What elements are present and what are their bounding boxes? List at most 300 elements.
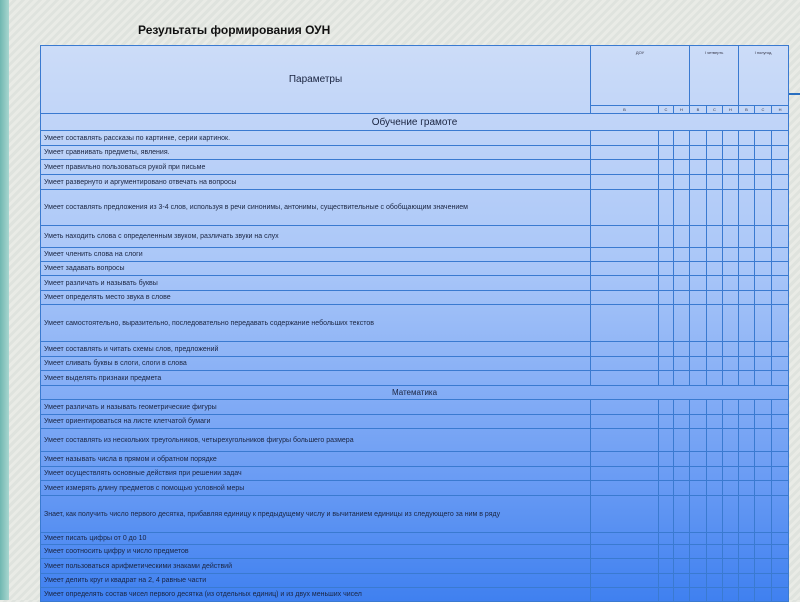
score-cell[interactable] xyxy=(772,175,789,190)
table-row xyxy=(41,357,789,371)
score-cell[interactable] xyxy=(739,496,755,533)
score-cell[interactable] xyxy=(707,496,723,533)
score-cell[interactable] xyxy=(739,342,755,357)
score-cell[interactable] xyxy=(755,131,772,146)
score-cell[interactable] xyxy=(674,357,690,371)
score-cell[interactable] xyxy=(723,131,739,146)
score-cell[interactable] xyxy=(707,190,723,226)
score-cell[interactable] xyxy=(739,175,755,190)
score-cell[interactable] xyxy=(591,248,659,262)
score-cell[interactable] xyxy=(723,226,739,248)
group-header: ДОУ xyxy=(591,46,690,106)
score-cell[interactable] xyxy=(591,131,659,146)
score-cell[interactable] xyxy=(690,481,707,496)
score-cell[interactable] xyxy=(772,533,789,545)
score-cell[interactable] xyxy=(659,305,674,342)
score-cell[interactable] xyxy=(674,588,690,602)
score-cell[interactable] xyxy=(674,262,690,276)
score-cell[interactable] xyxy=(707,429,723,452)
score-cell[interactable] xyxy=(772,400,789,415)
score-cell[interactable] xyxy=(690,291,707,305)
score-cell[interactable] xyxy=(690,146,707,160)
score-cell[interactable] xyxy=(755,190,772,226)
score-cell[interactable] xyxy=(772,559,789,574)
table-row xyxy=(41,588,789,602)
skill-label: Умеет составлять из нескольких треугольников, четырехугольников фигуры большего размера xyxy=(41,429,591,452)
score-cell[interactable] xyxy=(674,481,690,496)
score-cell[interactable] xyxy=(723,496,739,533)
score-cell[interactable] xyxy=(674,574,690,588)
score-cell[interactable] xyxy=(707,276,723,291)
score-cell[interactable] xyxy=(772,131,789,146)
score-cell[interactable] xyxy=(659,371,674,386)
table-row xyxy=(41,415,789,429)
table-row xyxy=(41,533,789,545)
score-cell[interactable] xyxy=(591,400,659,415)
table-row xyxy=(41,400,789,415)
skill-label: Умеет писать цифры от 0 до 10 xyxy=(41,533,591,545)
score-cell[interactable] xyxy=(739,574,755,588)
score-cell[interactable] xyxy=(690,175,707,190)
score-cell[interactable] xyxy=(739,305,755,342)
score-cell[interactable] xyxy=(707,545,723,559)
score-cell[interactable] xyxy=(591,452,659,467)
score-cell[interactable] xyxy=(707,574,723,588)
score-cell[interactable] xyxy=(591,262,659,276)
score-cell[interactable] xyxy=(690,429,707,452)
score-cell[interactable] xyxy=(591,559,659,574)
skill-label: Умеет соотносить цифру и число предметов xyxy=(41,545,591,559)
table-row xyxy=(41,559,789,574)
score-cell[interactable] xyxy=(739,452,755,467)
score-cell[interactable] xyxy=(772,342,789,357)
score-cell[interactable] xyxy=(674,559,690,574)
score-cell[interactable] xyxy=(772,226,789,248)
score-cell[interactable] xyxy=(707,342,723,357)
table-row xyxy=(41,305,789,342)
section-title: Математика xyxy=(41,386,789,400)
score-cell[interactable] xyxy=(739,276,755,291)
score-cell[interactable] xyxy=(707,226,723,248)
score-cell[interactable] xyxy=(659,342,674,357)
score-cell[interactable] xyxy=(707,291,723,305)
score-cell[interactable] xyxy=(659,452,674,467)
skill-label: Умеет правильно пользоваться рукой при письме xyxy=(41,160,591,175)
score-cell[interactable] xyxy=(723,429,739,452)
score-cell[interactable] xyxy=(659,533,674,545)
score-cell[interactable] xyxy=(723,175,739,190)
skill-label: Умеет измерять длину предметов с помощью условной меры xyxy=(41,481,591,496)
score-cell[interactable] xyxy=(674,452,690,467)
skill-label: Уметь находить слова с определенным звуком, различать звуки на слух xyxy=(41,226,591,248)
score-cell[interactable] xyxy=(674,226,690,248)
score-cell[interactable] xyxy=(755,305,772,342)
score-cell[interactable] xyxy=(755,226,772,248)
skill-label: Умеет задавать вопросы xyxy=(41,262,591,276)
score-cell[interactable] xyxy=(723,533,739,545)
score-cell[interactable] xyxy=(690,467,707,481)
score-cell[interactable] xyxy=(674,533,690,545)
skill-label: Умеет составлять и читать схемы слов, предложений xyxy=(41,342,591,357)
score-cell[interactable] xyxy=(591,429,659,452)
score-cell[interactable] xyxy=(674,342,690,357)
score-cell[interactable] xyxy=(674,146,690,160)
score-cell[interactable] xyxy=(690,545,707,559)
score-cell[interactable] xyxy=(591,226,659,248)
score-cell[interactable] xyxy=(772,452,789,467)
score-cell[interactable] xyxy=(707,357,723,371)
skill-label: Знает, как получить число первого десятка, прибавляя единицу к предыдущему числу и вычитанием единицы из следующего за ним в ряду xyxy=(41,496,591,533)
score-cell[interactable] xyxy=(755,160,772,175)
score-cell[interactable] xyxy=(690,559,707,574)
score-cell[interactable] xyxy=(772,291,789,305)
score-cell[interactable] xyxy=(739,400,755,415)
score-cell[interactable] xyxy=(659,574,674,588)
score-cell[interactable] xyxy=(772,496,789,533)
score-cell[interactable] xyxy=(674,496,690,533)
score-cell[interactable] xyxy=(707,371,723,386)
score-cell[interactable] xyxy=(591,496,659,533)
score-cell[interactable] xyxy=(755,371,772,386)
score-cell[interactable] xyxy=(707,533,723,545)
level-header: С xyxy=(755,106,772,114)
score-cell[interactable] xyxy=(755,533,772,545)
score-cell[interactable] xyxy=(659,276,674,291)
score-cell[interactable] xyxy=(723,342,739,357)
table-row xyxy=(41,452,789,467)
score-cell[interactable] xyxy=(755,342,772,357)
score-cell[interactable] xyxy=(707,262,723,276)
table-row xyxy=(41,467,789,481)
score-cell[interactable] xyxy=(690,574,707,588)
table-row xyxy=(41,175,789,190)
score-cell[interactable] xyxy=(659,481,674,496)
score-cell[interactable] xyxy=(755,574,772,588)
skill-label: Умеет осуществлять основные действия при решении задач xyxy=(41,467,591,481)
score-cell[interactable] xyxy=(659,248,674,262)
score-cell[interactable] xyxy=(739,262,755,276)
level-header: В xyxy=(739,106,755,114)
level-header: Н xyxy=(772,106,789,114)
table-row xyxy=(41,429,789,452)
score-cell[interactable] xyxy=(739,415,755,429)
skill-label: Умеет сравнивать предметы, явления. xyxy=(41,146,591,160)
score-cell[interactable] xyxy=(690,400,707,415)
table-row xyxy=(41,131,789,146)
score-cell[interactable] xyxy=(755,262,772,276)
skill-label: Умеет сливать буквы в слоги, слоги в слова xyxy=(41,357,591,371)
score-cell[interactable] xyxy=(755,415,772,429)
score-cell[interactable] xyxy=(739,226,755,248)
score-cell[interactable] xyxy=(591,545,659,559)
score-cell[interactable] xyxy=(674,160,690,175)
score-cell[interactable] xyxy=(707,415,723,429)
score-cell[interactable] xyxy=(739,291,755,305)
score-cell[interactable] xyxy=(659,190,674,226)
score-cell[interactable] xyxy=(659,291,674,305)
level-header: Н xyxy=(723,106,739,114)
score-cell[interactable] xyxy=(674,190,690,226)
score-cell[interactable] xyxy=(723,291,739,305)
score-cell[interactable] xyxy=(591,146,659,160)
score-cell[interactable] xyxy=(591,574,659,588)
score-cell[interactable] xyxy=(723,160,739,175)
score-cell[interactable] xyxy=(723,371,739,386)
score-cell[interactable] xyxy=(723,588,739,602)
score-cell[interactable] xyxy=(723,559,739,574)
score-cell[interactable] xyxy=(772,467,789,481)
score-cell[interactable] xyxy=(755,291,772,305)
score-cell[interactable] xyxy=(772,146,789,160)
score-cell[interactable] xyxy=(690,533,707,545)
score-cell[interactable] xyxy=(723,248,739,262)
score-cell[interactable] xyxy=(659,415,674,429)
score-cell[interactable] xyxy=(739,467,755,481)
table-row xyxy=(41,545,789,559)
score-cell[interactable] xyxy=(591,415,659,429)
score-cell[interactable] xyxy=(690,305,707,342)
group-header: I четверть xyxy=(690,46,739,106)
score-cell[interactable] xyxy=(690,248,707,262)
score-cell[interactable] xyxy=(739,190,755,226)
score-cell[interactable] xyxy=(674,415,690,429)
score-cell[interactable] xyxy=(755,496,772,533)
level-header: С xyxy=(659,106,674,114)
score-cell[interactable] xyxy=(707,305,723,342)
score-cell[interactable] xyxy=(674,305,690,342)
score-cell[interactable] xyxy=(591,371,659,386)
skill-label: Умеет определять состав чисел первого десятка (из отдельных единиц) и из двух меньших чисел xyxy=(41,588,591,602)
table-row xyxy=(41,146,789,160)
score-cell[interactable] xyxy=(755,248,772,262)
score-cell[interactable] xyxy=(591,276,659,291)
score-cell[interactable] xyxy=(772,574,789,588)
skill-label: Умеет делить круг и квадрат на 2, 4 равные части xyxy=(41,574,591,588)
score-cell[interactable] xyxy=(755,481,772,496)
score-cell[interactable] xyxy=(755,276,772,291)
score-cell[interactable] xyxy=(591,342,659,357)
score-cell[interactable] xyxy=(723,545,739,559)
score-cell[interactable] xyxy=(591,190,659,226)
score-cell[interactable] xyxy=(659,559,674,574)
level-header: С xyxy=(707,106,723,114)
score-cell[interactable] xyxy=(674,545,690,559)
score-cell[interactable] xyxy=(755,588,772,602)
score-cell[interactable] xyxy=(690,226,707,248)
score-cell[interactable] xyxy=(739,545,755,559)
score-cell[interactable] xyxy=(723,400,739,415)
score-cell[interactable] xyxy=(707,160,723,175)
score-cell[interactable] xyxy=(591,481,659,496)
params-header: Параметры xyxy=(41,46,591,114)
score-cell[interactable] xyxy=(690,160,707,175)
score-cell[interactable] xyxy=(755,146,772,160)
score-cell[interactable] xyxy=(659,226,674,248)
score-cell[interactable] xyxy=(755,357,772,371)
score-cell[interactable] xyxy=(674,248,690,262)
score-cell[interactable] xyxy=(690,342,707,357)
score-cell[interactable] xyxy=(659,429,674,452)
skill-label: Умеет самостоятельно, выразительно, последовательно передавать содержание небольших текстов xyxy=(41,305,591,342)
table-row xyxy=(41,371,789,386)
score-cell[interactable] xyxy=(772,588,789,602)
score-cell[interactable] xyxy=(723,357,739,371)
score-cell[interactable] xyxy=(739,559,755,574)
score-cell[interactable] xyxy=(659,131,674,146)
score-cell[interactable] xyxy=(659,262,674,276)
table-row xyxy=(41,481,789,496)
table-row xyxy=(41,262,789,276)
score-cell[interactable] xyxy=(755,545,772,559)
score-cell[interactable] xyxy=(739,357,755,371)
score-cell[interactable] xyxy=(674,429,690,452)
score-cell[interactable] xyxy=(659,467,674,481)
skill-label: Умеет выделять признаки предмета xyxy=(41,371,591,386)
score-cell[interactable] xyxy=(659,545,674,559)
score-cell[interactable] xyxy=(772,276,789,291)
score-cell[interactable] xyxy=(674,276,690,291)
score-cell[interactable] xyxy=(674,291,690,305)
score-cell[interactable] xyxy=(772,160,789,175)
score-cell[interactable] xyxy=(772,262,789,276)
score-cell[interactable] xyxy=(707,588,723,602)
score-cell[interactable] xyxy=(690,357,707,371)
left-accent-bar xyxy=(0,0,9,600)
score-cell[interactable] xyxy=(755,400,772,415)
score-cell[interactable] xyxy=(739,481,755,496)
score-cell[interactable] xyxy=(739,160,755,175)
score-cell[interactable] xyxy=(707,175,723,190)
score-cell[interactable] xyxy=(755,467,772,481)
score-cell[interactable] xyxy=(674,467,690,481)
score-cell[interactable] xyxy=(591,291,659,305)
score-cell[interactable] xyxy=(674,131,690,146)
score-cell[interactable] xyxy=(739,533,755,545)
score-cell[interactable] xyxy=(772,357,789,371)
score-cell[interactable] xyxy=(723,190,739,226)
score-cell[interactable] xyxy=(707,400,723,415)
skill-label: Умеет называть числа в прямом и обратном порядке xyxy=(41,452,591,467)
score-cell[interactable] xyxy=(674,175,690,190)
skill-label: Умеет различать и называть геометрические фигуры xyxy=(41,400,591,415)
score-cell[interactable] xyxy=(755,559,772,574)
skill-label: Умеет членить слова на слоги xyxy=(41,248,591,262)
score-cell[interactable] xyxy=(739,131,755,146)
score-cell[interactable] xyxy=(723,146,739,160)
table-row xyxy=(41,496,789,533)
skill-label: Умеет составлять предложения из 3-4 слов, используя в речи синонимы, антонимы, существительные с обобщающим значением xyxy=(41,190,591,226)
score-cell[interactable] xyxy=(591,357,659,371)
score-cell[interactable] xyxy=(772,545,789,559)
score-cell[interactable] xyxy=(690,415,707,429)
score-cell[interactable] xyxy=(591,467,659,481)
score-cell[interactable] xyxy=(772,429,789,452)
skill-label: Умеет развернуто и аргументировано отвечать на вопросы xyxy=(41,175,591,190)
score-cell[interactable] xyxy=(707,131,723,146)
score-cell[interactable] xyxy=(690,262,707,276)
score-cell[interactable] xyxy=(659,588,674,602)
score-cell[interactable] xyxy=(723,276,739,291)
score-cell[interactable] xyxy=(659,357,674,371)
score-cell[interactable] xyxy=(659,175,674,190)
score-cell[interactable] xyxy=(707,559,723,574)
table-row xyxy=(41,276,789,291)
score-cell[interactable] xyxy=(772,248,789,262)
skill-label: Умеет пользоваться арифметическими знаками действий xyxy=(41,559,591,574)
score-cell[interactable] xyxy=(723,305,739,342)
score-cell[interactable] xyxy=(739,146,755,160)
score-cell[interactable] xyxy=(707,248,723,262)
score-cell[interactable] xyxy=(723,467,739,481)
page-title: Результаты формирования ОУН xyxy=(138,23,331,37)
score-cell[interactable] xyxy=(772,190,789,226)
score-cell[interactable] xyxy=(690,588,707,602)
score-cell[interactable] xyxy=(723,481,739,496)
score-cell[interactable] xyxy=(707,452,723,467)
score-cell[interactable] xyxy=(755,452,772,467)
score-cell[interactable] xyxy=(755,429,772,452)
score-cell[interactable] xyxy=(772,371,789,386)
score-cell[interactable] xyxy=(707,146,723,160)
table-row xyxy=(41,226,789,248)
score-cell[interactable] xyxy=(723,452,739,467)
score-cell[interactable] xyxy=(674,400,690,415)
score-cell[interactable] xyxy=(739,429,755,452)
score-cell[interactable] xyxy=(690,190,707,226)
section-title: Обучение грамоте xyxy=(41,114,789,131)
score-cell[interactable] xyxy=(674,371,690,386)
skill-label: Умеет ориентироваться на листе клетчатой бумаги xyxy=(41,415,591,429)
score-cell[interactable] xyxy=(690,131,707,146)
level-header: Н xyxy=(674,106,690,114)
skill-label: Умеет различать и называть буквы xyxy=(41,276,591,291)
score-cell[interactable] xyxy=(772,305,789,342)
score-cell[interactable] xyxy=(739,371,755,386)
score-cell[interactable] xyxy=(739,588,755,602)
table-row xyxy=(41,160,789,175)
score-cell[interactable] xyxy=(755,175,772,190)
score-cell[interactable] xyxy=(591,175,659,190)
score-cell[interactable] xyxy=(659,400,674,415)
score-cell[interactable] xyxy=(659,160,674,175)
score-cell[interactable] xyxy=(690,452,707,467)
results-table xyxy=(40,45,789,602)
score-cell[interactable] xyxy=(723,415,739,429)
score-cell[interactable] xyxy=(690,371,707,386)
score-cell[interactable] xyxy=(707,467,723,481)
score-cell[interactable] xyxy=(690,496,707,533)
table-row xyxy=(41,190,789,226)
score-cell[interactable] xyxy=(591,533,659,545)
score-cell[interactable] xyxy=(591,160,659,175)
score-cell[interactable] xyxy=(690,276,707,291)
score-cell[interactable] xyxy=(723,262,739,276)
level-header: В xyxy=(591,106,659,114)
score-cell[interactable] xyxy=(591,588,659,602)
score-cell[interactable] xyxy=(659,146,674,160)
score-cell[interactable] xyxy=(707,481,723,496)
score-cell[interactable] xyxy=(723,574,739,588)
table-row xyxy=(41,574,789,588)
score-cell[interactable] xyxy=(772,415,789,429)
score-cell[interactable] xyxy=(739,248,755,262)
score-cell[interactable] xyxy=(772,481,789,496)
score-cell[interactable] xyxy=(591,305,659,342)
skill-label: Умеет составлять рассказы по картинке, серии картинок. xyxy=(41,131,591,146)
score-cell[interactable] xyxy=(659,496,674,533)
table-row xyxy=(41,291,789,305)
table-row xyxy=(41,342,789,357)
